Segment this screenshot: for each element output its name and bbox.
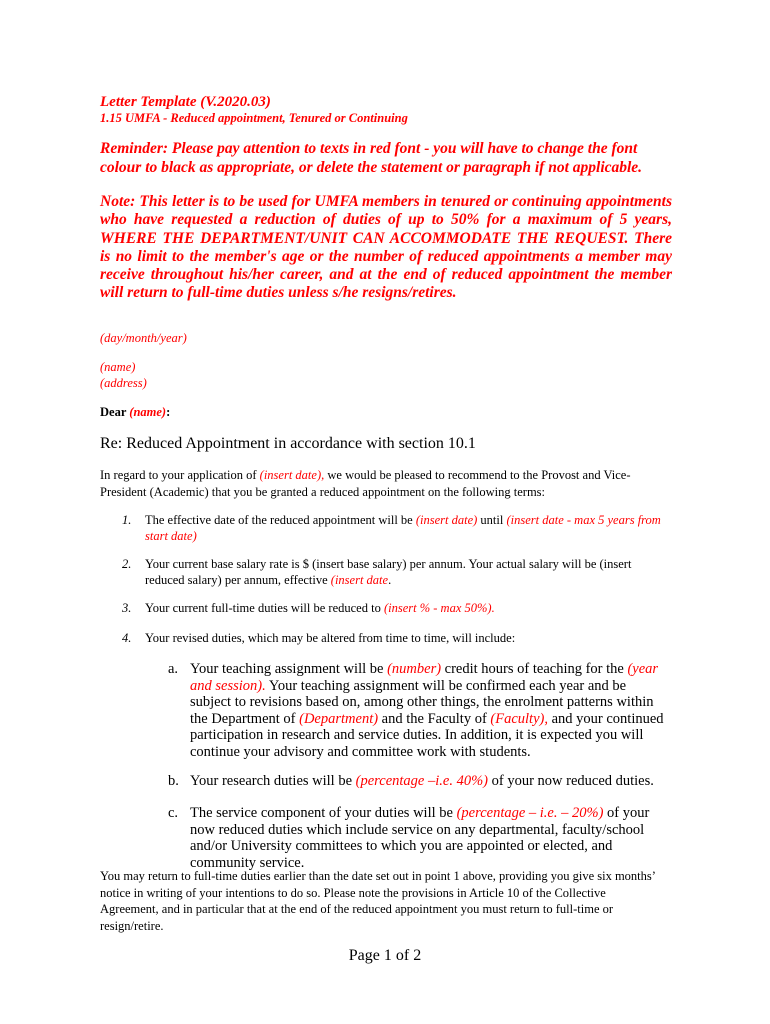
list-item-number: 3. [122,601,132,615]
item-text: Your current full-time duties will be reduced to [145,601,384,615]
closing-paragraph: You may return to full-time duties earlier than the date set out in point 1 above, providing you give six months’ notice in writing of your intentions to do so. Please note the provisions in Article 10 of the Collective Agreement, and in particular that at the end of the reduced appointment you must return to full-time or resign/retire. [100,869,655,933]
item-text: of your now reduced duties which include service on any departmental, faculty/school and/or University committees to which you are appointed or elected, and community service. [190,805,650,871]
sub-item-label: a. [168,661,179,677]
sub-item-text [190,805,670,871]
intro-text: In regard to your application of [100,468,260,482]
percent-placeholder: (insert % - max 50%). [383,601,495,615]
item-text: Your research duties will be [190,773,356,789]
item-text: and your continued participation in research and service duties. In addition, it is expected you will continue your advisory and committee work with students. [190,710,664,760]
item-text: The effective date of the reduced appointment will be [145,513,416,527]
list-item-text [145,556,670,588]
list-item-text [145,600,670,616]
recipient-name-placeholder: (name) [100,360,136,374]
insert-date-placeholder: (insert date), [259,468,325,482]
item-text: and the Faculty of [378,710,491,727]
salutation-prefix: Dear [100,405,130,419]
list-item-number: 2. [122,557,132,571]
reminder-notice: Reminder: Please pay attention to texts in red font - you will have to change the font colour to black as appropriate, or delete the statement or paragraph if not applicable. [100,140,643,176]
item-text: Your teaching assignment will be confirmed each year and be subject to revisions based on, among other things, the enrolment patterns within the Department of [190,677,654,727]
insert-date-placeholder: (insert date) [415,513,478,527]
date-placeholder: (day/month/year) [100,331,187,345]
list-item-number: 1. [122,513,132,527]
intro-paragraph [100,467,660,500]
insert-date-placeholder: (insert date [330,573,389,587]
sub-item-text [190,661,670,760]
faculty-placeholder: (Faculty), [490,710,548,727]
item-text: Your teaching assignment will be [190,661,388,677]
salutation [100,405,170,420]
year-session-placeholder: (year and session). [190,661,659,694]
sub-item-text [190,773,670,790]
research-percent-placeholder: (percentage –i.e. 40%) [355,773,488,789]
item-text: The service component of your duties will be [190,805,457,821]
list-item-number: 4. [122,631,132,645]
item-text: until [477,513,507,527]
item-text: Your current base salary rate is $ (insert base salary) per annum. Your actual salary will be (insert reduced salary) per annum, effective [145,557,632,587]
end-date-placeholder: (insert date - max 5 years from start date) [145,513,661,543]
item-text: credit hours of teaching for the [441,661,628,677]
list-item-text: Your revised duties, which may be altered from time to time, will include: [145,631,516,645]
template-subtitle: 1.15 UMFA - Reduced appointment, Tenured or Continuing [100,111,408,125]
department-placeholder: (Department) [299,710,379,727]
template-title: Letter Template (V.2020.03) [100,94,271,110]
list-item-text [145,512,670,544]
number-placeholder: (number) [387,661,442,677]
item-text: of your now reduced duties. [487,773,654,789]
intro-text-cont: we would be pleased to recommend to the Provost and Vice-President (Academic) that you be granted a reduced appointment on the following terms: [100,468,631,499]
sub-item-label: b. [168,773,179,789]
recipient-address-placeholder: (address) [100,376,147,390]
salutation-suffix: : [166,405,171,419]
salutation-name-placeholder: (name) [129,405,167,419]
page-number: Page 1 of 2 [348,947,422,964]
sub-item-label: c. [168,805,179,821]
service-percent-placeholder: (percentage – i.e. – 20%) [456,805,604,821]
subject-line: Re: Reduced Appointment in accordance with section 10.1 [100,435,476,452]
item-text: . [388,573,392,587]
usage-note: Note: This letter is to be used for UMFA members in tenured or continuing appointments who have requested a reduction of duties of up to 50% for a maximum of 5 years, WHERE THE DEPARTMENT/UNIT CAN ACCOMMODATE THE REQUEST. There is no limit to the member's age or the number of reduced appointments a member may receive throughout his/her career, and at the end of reduced appointment the member will return to full-time duties unless s/he resigns/retires. [100,193,672,302]
